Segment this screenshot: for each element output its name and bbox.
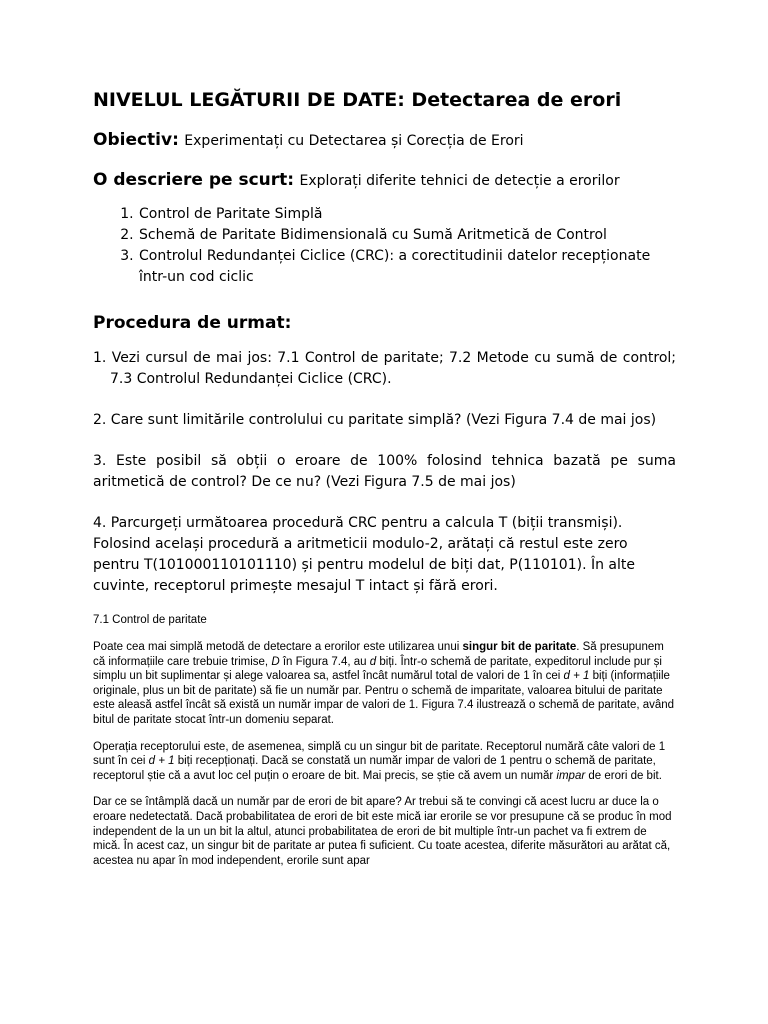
page-title: NIVELUL LEGĂTURII DE DATE: Detectarea de erori: [93, 89, 622, 111]
list-item: 2. Schemă de Paritate Bidimensională cu Sumă Aritmetică de Control: [138, 225, 676, 246]
summary-text: Explorați diferite tehnici de detecție a erorilor: [299, 173, 620, 189]
list-item: 3. Controlul Redundanței Ciclice (CRC): a corectitudinii datelor recepționate într-un cod ciclic: [138, 246, 676, 288]
text-run: de erori de bit.: [585, 769, 662, 782]
document-page: [93, 88, 676, 880]
procedure-step: [93, 410, 676, 431]
text-run: biți (informațiile originale, plus un bit de paritate) să fie un număr par. Pentru o schemă de imparitate, valoarea bitului de paritate este aleasă astfel încât să există un număr impar de valori de 1. Figura 7.4 ilustrează o schemă de paritate, având bitul de paritate stocat într-un domeniu separat.: [93, 670, 675, 726]
text-run: Operația receptorului este, de asemenea, simplă cu un singur bit de paritate. Receptorul numără câte valori de 1 sunt în cei: [93, 740, 666, 768]
text-run-italic: d + 1: [563, 670, 590, 683]
text-run-bold: singur bit de paritate: [462, 641, 577, 653]
procedure-heading: Procedura de urmat:: [93, 313, 292, 333]
procedure-step: 3. Este posibil să obții o eroare de 100% folosind tehnica bazată pe suma aritmetică de control? De ce nu? (Vezi Figura 7.5 de mai jos): [93, 453, 676, 490]
section-title: 7.1 Control de paritate: [93, 614, 207, 626]
text-run: . Să presupunem că informațiile care trebuie trimise,: [93, 641, 664, 668]
section-paragraph: [93, 740, 676, 784]
objective-text: Experimentați cu Detectarea și Corecția de Erori: [184, 133, 524, 149]
objective-label: Obiectiv:: [93, 130, 179, 150]
text-run-italic: D: [271, 655, 280, 668]
text-run-italic: d: [369, 655, 377, 668]
text-run: biți recepționați. Dacă se constată un număr impar de valori de 1 pentru o schemă de paritate, receptorul știe că a avut loc cel puțin o eroare de bit. Mai precis, se știe că avem un număr: [93, 755, 656, 782]
procedure-step: 4. Parcurgeți următoarea procedură CRC pentru a calcula T (biții transmiși). Folosind același procedură a aritmeticii modulo-2, arătați că restul este zero pentru T(10100011010​1110) și pentru modelul de biți dat, P(110101). În alte cuvinte, receptorul primește mesajul T intact și fără erori.: [93, 515, 636, 594]
list-item: 1. Control de Paritate Simplă: [138, 204, 676, 225]
text-run: Poate cea mai simplă metodă de detectare a erorilor este utilizarea unui: [93, 641, 463, 653]
section-paragraph: [93, 640, 676, 728]
procedure-step: [93, 348, 676, 390]
text-run-italic: impar: [556, 769, 586, 782]
objective-line: [93, 129, 676, 152]
text-run: biți. Într-o schemă de paritate, expeditorul include pur și simplu un bit suplimentar și alege valoarea sa, astfel încât numărul total de valori de 1 în cei: [93, 655, 662, 683]
text-run: în Figura 7.4, au: [279, 655, 370, 668]
step-text: 1. Vezi cursul de mai jos: 7.1 Control de paritate; 7.2 Metode cu sumă de control; 7.3 Controlul Redundanței Ciclice (CRC).: [93, 350, 676, 387]
summary-label: O descriere pe scurt:: [93, 170, 295, 190]
step-text: 2. Care sunt limitările controlului cu paritate simplă? (Vezi Figura 7.4 de mai jos): [93, 412, 657, 428]
text-run-italic: d + 1: [148, 755, 175, 768]
techniques-list: [93, 204, 676, 288]
summary-line: [93, 169, 676, 192]
section-paragraph: Dar ce se întâmplă dacă un număr par de erori de bit apare? Ar trebui să te convingi că acest lucru ar duce la o eroare nedetectată. Dacă probabilitatea de erori de bit este mică iar erorile se vor presupune că se produc în mod independent de la un un bit la altul, atunci probabilitatea de erori de bit multiple într-un pachet va fi extrem de mică. În acest caz, un singur bit de paritate ar putea fi suficient. Cu toate acestea, diferite măsurători au arătat că, acestea nu apar în mod independent, erorile sunt apar: [93, 796, 672, 867]
